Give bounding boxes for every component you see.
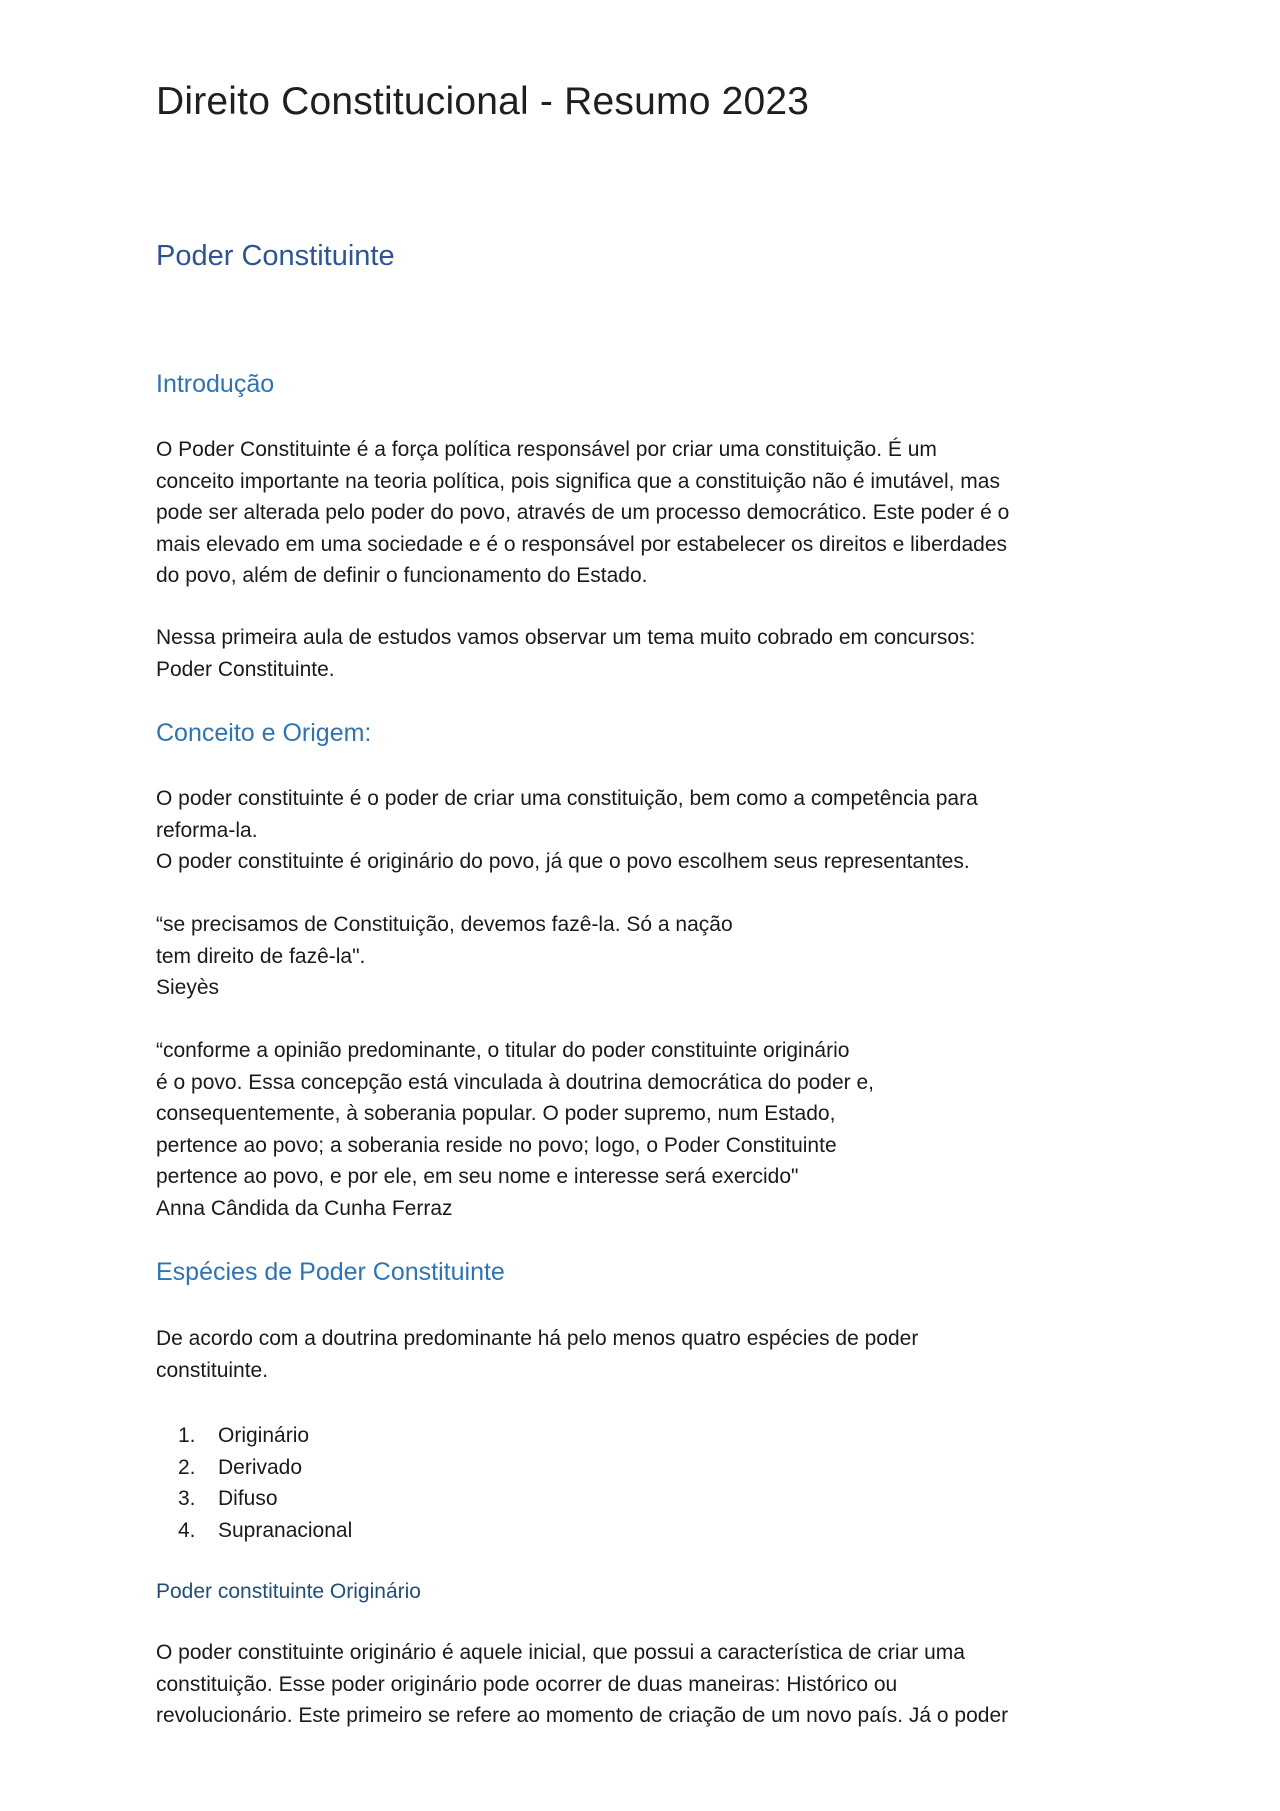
paragraph-introducao-1	[156, 434, 1009, 592]
text-line: constituição. Esse poder originário pode ocorrer de duas maneiras: Histórico ou	[156, 1672, 898, 1696]
text-line: pertence ao povo; a soberania reside no povo; logo, o Poder Constituinte	[156, 1133, 837, 1157]
list-item	[156, 1483, 352, 1515]
text-line: revolucionário. Este primeiro se refere ao momento de criação de um novo país. Já o poder	[156, 1704, 1009, 1727]
subsection-heading-originario: Poder constituinte Originário	[156, 1580, 421, 1603]
list-number: 3.	[178, 1487, 196, 1510]
section-heading-introducao: Introdução	[156, 370, 275, 398]
section-heading-especies: Espécies de Poder Constituinte	[156, 1258, 505, 1286]
text-line: “se precisamos de Constituição, devemos fazê-la. Só a nação	[156, 913, 733, 936]
list-item-label: Derivado	[218, 1455, 303, 1479]
text-line: O Poder Constituinte é a força política responsável por criar uma constituição. É um	[156, 438, 937, 461]
chapter-heading: Poder Constituinte	[156, 240, 395, 272]
paragraph-introducao-2	[156, 622, 975, 685]
text-line: consequentemente, à soberania popular. O poder supremo, num Estado,	[156, 1102, 836, 1125]
list-item	[156, 1515, 352, 1547]
list-number: 4.	[178, 1518, 196, 1542]
paragraph-especies-1	[156, 1323, 918, 1386]
text-line: O poder constituinte é o poder de criar uma constituição, bem como a competência para	[156, 787, 978, 810]
list-number: 1.	[178, 1424, 196, 1447]
list-item-label: Difuso	[218, 1487, 278, 1510]
list-item	[156, 1452, 352, 1484]
text-line: do povo, além de definir o funcionamento do Estado.	[156, 564, 648, 587]
quote-ferraz	[156, 1035, 874, 1224]
text-line: conceito importante na teoria política, pois significa que a constituição não é imutável, mas	[156, 469, 1000, 493]
text-line: é o povo. Essa concepção está vinculada à doutrina democrática do poder e,	[156, 1070, 874, 1094]
list-number: 2.	[178, 1455, 196, 1479]
text-line: constituinte.	[156, 1358, 269, 1382]
text-line: pertence ao povo, e por ele, em seu nome e interesse será exercido"	[156, 1165, 799, 1188]
text-line: O poder constituinte é originário do povo, já que o povo escolhem seus representantes.	[156, 850, 970, 873]
paragraph-conceito-1	[156, 783, 978, 878]
text-line: O poder constituinte originário é aquele inicial, que possui a característica de criar uma	[156, 1641, 965, 1664]
text-line: reforma-la.	[156, 818, 258, 842]
list-item	[156, 1420, 352, 1452]
especies-list	[156, 1420, 352, 1546]
list-item-label: Originário	[218, 1424, 310, 1447]
text-line: Poder Constituinte.	[156, 657, 335, 681]
text-line: mais elevado em uma sociedade e é o responsável por estabelecer os direitos e liberdades	[156, 532, 1007, 556]
text-line: Nessa primeira aula de estudos vamos observar um tema muito cobrado em concursos:	[156, 626, 976, 649]
quote-author: Sieyès	[156, 976, 220, 999]
section-heading-conceito: Conceito e Origem:	[156, 719, 372, 747]
document-title: Direito Constitucional - Resumo 2023	[156, 80, 810, 123]
quote-author: Anna Cândida da Cunha Ferraz	[156, 1196, 453, 1220]
text-line: De acordo com a doutrina predominante há pelo menos quatro espécies de poder	[156, 1327, 919, 1350]
text-line: “conforme a opinião predominante, o titular do poder constituinte originário	[156, 1039, 850, 1062]
text-line: tem direito de fazê-la".	[156, 944, 366, 968]
paragraph-originario-1	[156, 1637, 1008, 1732]
quote-sieyes	[156, 909, 733, 1004]
list-item-label: Supranacional	[218, 1518, 353, 1542]
text-line: pode ser alterada pelo poder do povo, através de um processo democrático. Este poder é o	[156, 501, 1010, 524]
